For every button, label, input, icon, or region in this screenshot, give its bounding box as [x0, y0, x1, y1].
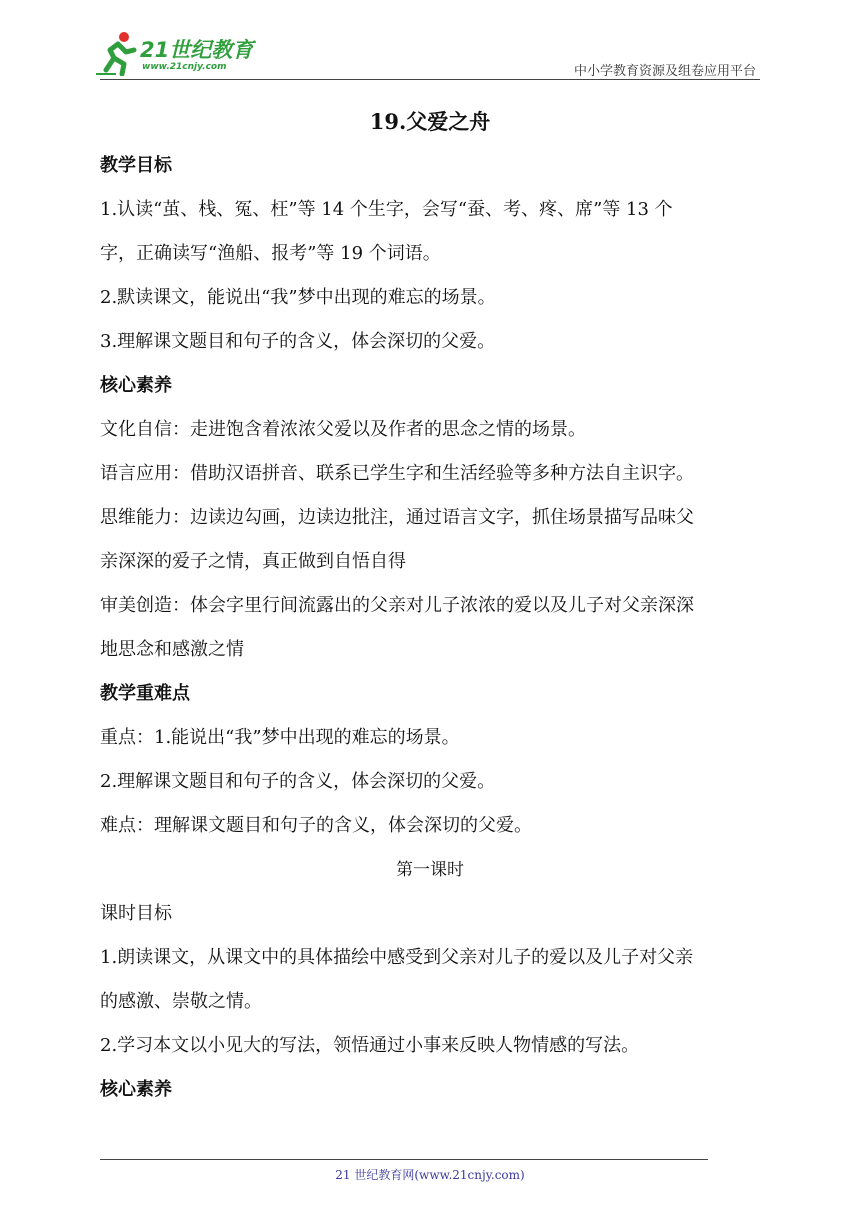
paragraph-line: 思维能力：边读边勾画，边读边批注，通过语言文字，抓住场景描写品味父	[100, 507, 694, 528]
runner-logo-icon	[94, 30, 140, 76]
footer-divider	[100, 1159, 708, 1160]
paragraph-line: 3.理解课文题目和句子的含义，体会深切的父爱。	[100, 331, 496, 352]
paragraph-line: 2.默读课文，能说出“我”梦中出现的难忘的场景。	[100, 287, 496, 308]
platform-tagline: 中小学教育资源及组卷应用平台	[573, 64, 756, 79]
paragraph-line: 字，正确读写“渔船、报考”等 19 个词语。	[100, 243, 441, 264]
document-sections	[100, 144, 760, 1112]
logo-url: www.21cnjy.com	[142, 62, 227, 72]
paragraph-line: 2.理解课文题目和句子的含义，体会深切的父爱。	[100, 771, 496, 792]
site-logo[interactable]	[94, 30, 264, 78]
paragraph-line: 2.学习本文以小见大的写法，领悟通过小事来反映人物情感的写法。	[100, 1035, 640, 1056]
footer-text[interactable]: 21 世纪教育网(www.21cnjy.com)	[335, 1168, 525, 1182]
paragraph-line: 难点：理解课文题目和句子的含义，体会深切的父爱。	[100, 815, 532, 836]
paragraph-line: 语言应用：借助汉语拼音、联系已学生字和生活经验等多种方法自主识字。	[100, 463, 694, 484]
paragraph-line: 地思念和感激之情	[100, 639, 244, 660]
paragraph-line: 重点：1.能说出“我”梦中出现的难忘的场景。	[100, 727, 460, 748]
page-header	[0, 0, 860, 90]
section-heading: 核心素养	[100, 375, 172, 396]
paragraph-line: 审美创造：体会字里行间流露出的父亲对儿子浓浓的爱以及儿子对父亲深深	[100, 595, 694, 616]
lesson-heading: 第一课时	[396, 860, 464, 880]
header-divider	[100, 79, 760, 80]
paragraph-line: 1.认读“茧、栈、冤、枉”等 14 个生字，会写“蚕、考、疼、席”等 13 个	[100, 199, 673, 220]
logo-text: 21世纪教育	[140, 38, 254, 62]
document-title: 19.父爱之舟	[369, 109, 491, 134]
section-heading: 教学重难点	[100, 683, 190, 704]
section-heading: 核心素养	[100, 1079, 172, 1100]
paragraph-line: 亲深深的爱子之情，真正做到自悟自得	[100, 551, 406, 572]
paragraph-line: 1.朗读课文，从课文中的具体描绘中感受到父亲对儿子的爱以及儿子对父亲	[100, 947, 694, 968]
section-heading: 教学目标	[100, 155, 172, 176]
paragraph-line: 课时目标	[100, 903, 172, 924]
document-body	[100, 100, 760, 1112]
paragraph-line: 文化自信：走进饱含着浓浓父爱以及作者的思念之情的场景。	[100, 419, 586, 440]
paragraph-line: 的感激、崇敬之情。	[100, 991, 262, 1012]
